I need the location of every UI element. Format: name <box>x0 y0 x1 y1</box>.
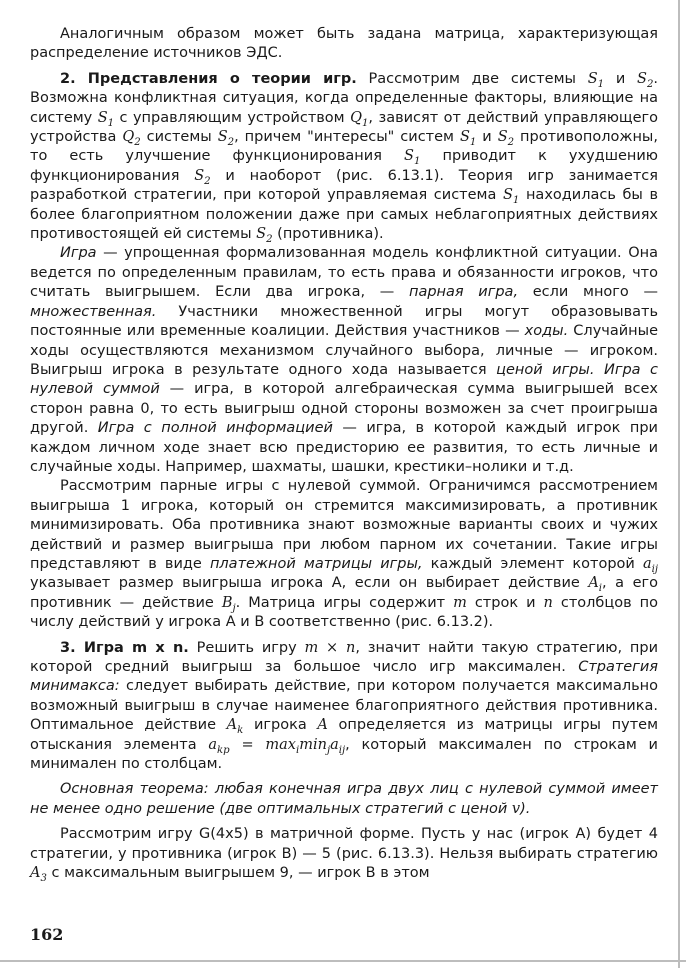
paragraph-main-theorem: Основная теорема: любая конечная игра двух лиц с нулевой суммой имеет не менее одно решение (две оптимальных стратегий с ценой v). <box>30 781 658 817</box>
section-heading: 3. Игра m x n. <box>60 639 189 656</box>
page-edge-right <box>678 0 680 968</box>
paragraph-text: Аналогичным образом может быть задана матрица, характеризующая распределение источников ЭДС. <box>30 26 658 62</box>
section-heading: 2. Представления о теории игр. <box>60 70 357 87</box>
page-number: 162 <box>30 925 64 944</box>
paragraph-game-mxn: 3. Игра m x n. Решить игру m × n, значит найти такую стратегию, при которой средний выигрыш за большое число игр максимален. Стратегия минимакса: следует выбирать действие, при котором получается максимально возможный выигрыш в случае наименее благоприятного действия противника. Оптимальное действие $A_k$ игрока A определяется из матрицы игры путем отыскания элемента $a_{kp} = \max_i\min_ja_{ij}$, который максимален по строкам и минимален по столбцам. <box>30 639 659 773</box>
body-text <box>30 25 658 883</box>
paragraph-zero-sum: Рассмотрим парные игры с нулевой суммой. Ограничимся рассмотрением выигрыша 1 игрока, который он стремится максимизировать, а противник минимизировать. Оба противника знают возможные варианты своих и чужих действий и размер выигрыша при любом парном их сочетании. Такие игры представляют в виде платежной матрицы игры, каждый элемент которой $a_{ij}$ указывает размер выигрыша игрока А, если он выбирает действие $A_i$, а его противник — действие $B_j$. Матрица игры содержит m строк и n столбцов по числу действий у игрока А и В соответственно (рис. 6.13.2). <box>30 478 659 631</box>
paragraph-game-theory: 2. Представления о теории игр. Рассмотрим две системы $S_1$ и $S_2$. Возможна конфликтная ситуация, когда определенные факторы, влияющие на систему $S_1$ с управляющим устройством $Q_1$, зависят от действий управляющего устройства $Q_2$ системы $S_2$, причем "интересы" систем $S_1$ и $S_2$ противоположны, то есть улучшение функционирования $S_1$ приводит к ухудшению функционирования $S_2$ и наоборот (рис. 6.13.1). Теория игр занимается разработкой стратегии, при которой управляемая система $S_1$ находилась бы в более благоприятном положении даже при самых неблагоприятных действиях противостоящей ей системы $S_2$ (противника). <box>30 70 659 245</box>
page-edge-bottom <box>0 960 686 962</box>
paragraph-emf-matrix <box>30 25 658 64</box>
paragraph-game-g4x5: Рассмотрим игру G(4x5) в матричной форме. Пусть у нас (игрок А) будет 4 стратегии, у противника (игрок В) — 5 (рис. 6.13.3). Нельзя выбирать стратегию $A_3$ с максимальным выигрышем 9, — игрок В в этом <box>30 826 658 884</box>
paragraph-game-definition: Игра — упрощенная формализованная модель конфликтной ситуации. Она ведется по определенным правилам, то есть права и обязанности игроков, что считать выигрышем. Если два игрока, — парная игра, если много — множественная. Участники множественной игры могут образовывать постоянные или временные коалиции. Действия участников — ходы. Случайные ходы осуществляются механизмом случайного выбора, личные — игроком. Выигрыш игрока в результате одного хода называется ценой игры. Игра с нулевой суммой — игра, в которой алгебраическая сумма выигрышей всех сторон равна 0, то есть выигрыш одной стороны возможен за счет проигрыша другой. Игра с полной информацией — игра, в которой каждый игрок при каждом личном ходе знает всю предисторию ее развития, то есть личные и случайные ходы. Например, шахматы, шашки, крестики–нолики и т.д. <box>30 245 659 475</box>
